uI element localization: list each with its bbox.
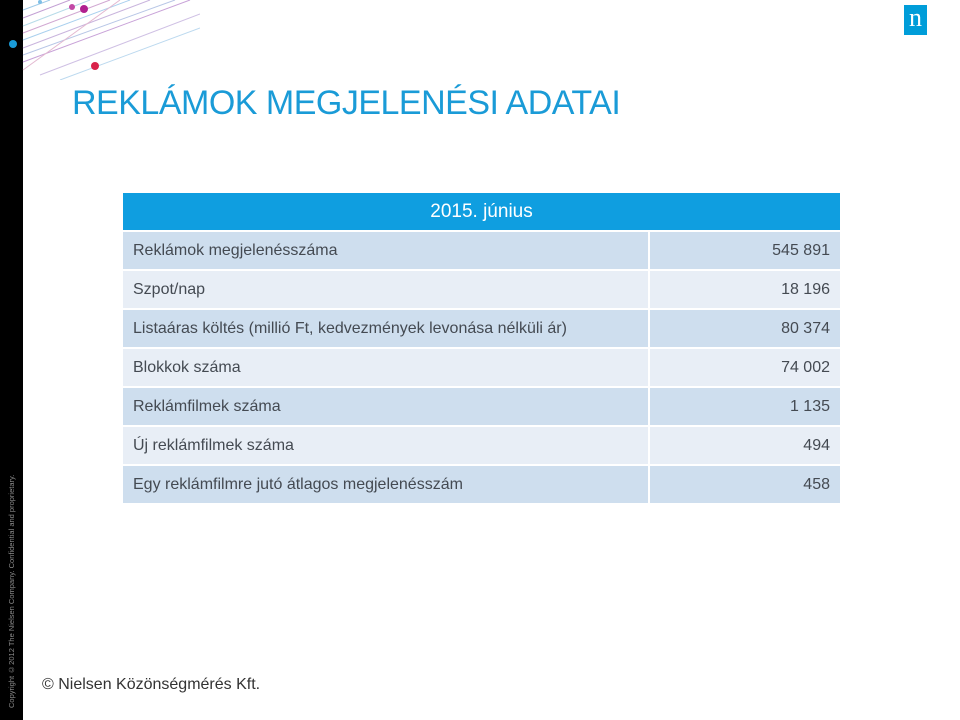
row-value: 545 891 xyxy=(649,231,841,270)
footer-copyright: © Nielsen Közönségmérés Kft. xyxy=(42,676,261,693)
table-row xyxy=(122,270,841,309)
row-label: Reklámfilmek száma xyxy=(122,387,649,426)
row-value: 458 xyxy=(649,465,841,504)
deco-dot-red xyxy=(91,62,99,70)
slide-title: REKLÁMOK MEGJELENÉSI ADATAI xyxy=(72,84,621,122)
row-label: Szpot/nap xyxy=(122,270,649,309)
decorative-lines-graphic xyxy=(0,0,200,80)
table-row xyxy=(122,426,841,465)
deco-dot-blue xyxy=(9,40,17,48)
table-header-period: 2015. június xyxy=(122,192,841,231)
row-value: 494 xyxy=(649,426,841,465)
deco-dot-light-blue xyxy=(38,0,42,4)
deco-dot-pink xyxy=(69,4,75,10)
table-row xyxy=(122,309,841,348)
nielsen-logo: n xyxy=(904,5,927,35)
table-row xyxy=(122,348,841,387)
row-value: 80 374 xyxy=(649,309,841,348)
row-label: Új reklámfilmek száma xyxy=(122,426,649,465)
table-row xyxy=(122,465,841,504)
row-label: Listaáras költés (millió Ft, kedvezmények levonása nélküli ár) xyxy=(122,309,649,348)
table-header-row xyxy=(122,192,841,231)
table-row xyxy=(122,387,841,426)
side-strip xyxy=(0,0,23,720)
table-row xyxy=(122,231,841,270)
side-copyright: Copyright ©2012 The Nielsen Company. Confidential and proprietary. xyxy=(7,474,16,708)
ad-statistics-table xyxy=(121,191,842,505)
row-value: 1 135 xyxy=(649,387,841,426)
row-value: 18 196 xyxy=(649,270,841,309)
row-label: Egy reklámfilmre jutó átlagos megjelenésszám xyxy=(122,465,649,504)
deco-dot-magenta xyxy=(80,5,88,13)
row-label: Reklámok megjelenésszáma xyxy=(122,231,649,270)
row-label: Blokkok száma xyxy=(122,348,649,387)
row-value: 74 002 xyxy=(649,348,841,387)
